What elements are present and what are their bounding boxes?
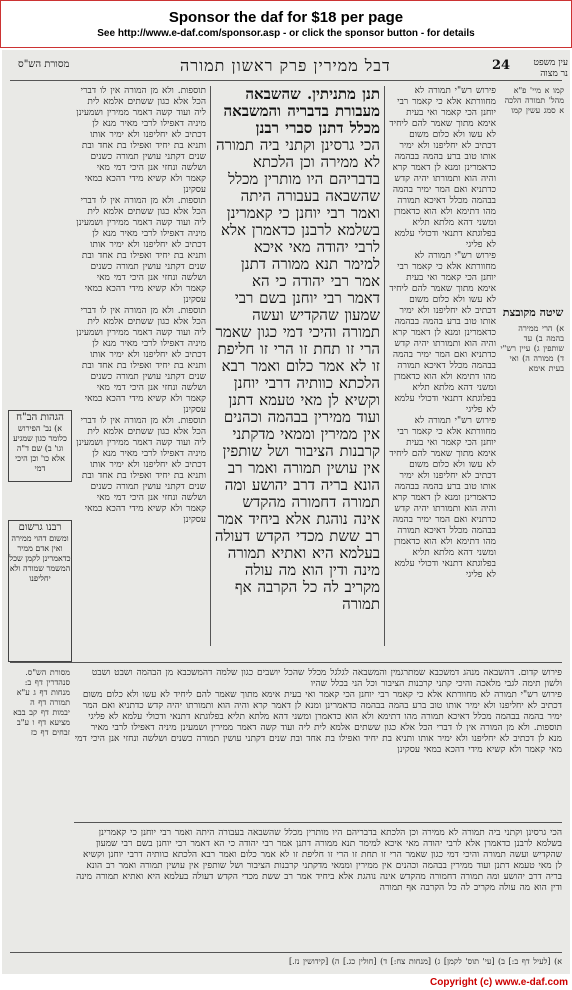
outer-commentary-left: [74, 86, 206, 654]
tosafot-text-cont-2: תוספות. ולא מן המורה אין לו דברי הכל אלא כגון ששתים אלמא לית ליה ועוד קשה דאמר ממירין ושמעינן מיניה דאפילו לרבי מאיר מנא לן דכתיב לא יחליפנו ולא ימיר אותו ותניא בת יחיד ואפילו בת אחד ובת שנים דקתני עושין תמורה כשנים ושלשה ונחזי אנן היכי דמי מאי קאמר ולא קשיא מידי דהכא במאי עסקינן: [76, 306, 206, 415]
ein-mishpat-note: [500, 86, 564, 266]
copyright-link[interactable]: Copyright (c) www.e-daf.com: [430, 977, 568, 988]
main-intro: תנן מתניתין. שהשבאה מעבורת בדבריה והמשבאה מכלל דתנן סברי רבנן: [223, 86, 380, 137]
sponsor-headline: Sponsor the daf for $18 per page: [168, 9, 404, 26]
main-left-rule: [210, 86, 211, 646]
rabbenu-gershom-title: רבנו גרשום: [18, 522, 62, 533]
bottom-rule: [10, 662, 562, 663]
bottom-rule-2: [74, 822, 562, 823]
outer-commentary-right: [388, 86, 496, 654]
main-body: הכי גרסינן וקתני ביה תמורה לא ממירה וכן הלכתא בדבריהם היו מותרין מכלל שהשבאה בעבורה היתה ואמר רבי יוחנן כי קאמרינן בשלמא לרבנן כדאמרן אלא לרבי יהודה מאי איכא למימר תנא ממורה דתנן אמר רבי יהודה כי הא דאמר רבי יוחנן בשם רבי שמעון שהקדיש ועשה תמורה והיכי דמי כגון שאמר הרי זו תחת זו הרי זו חליפת זו לא אמר כלום ואמר רבא הלכתא כוותיה דרבי יוחנן וקשיא לן מאי טעמא דתנן ועוד ממירין בבהמה וכהנים אין ממירין וממאי מדקתני קרבנות הציבור ושל שותפין אין עושין תמורה ואמר רב הונא בריה דרב יהושע ומה תמורה דחמורה מהקדש אינה נוהגת אלא ביחיד אמר רב ששת מכדי הקדש דעולה בעלמא היא ואתיא תמורה מינה ודין הוא מה עולה מקריב לה כל הקרבה אף תמורה: [214, 136, 380, 613]
sponsor-subline[interactable]: See http://www.e-daf.com/sponsor.asp - or click the sponsor button - for details: [97, 28, 475, 39]
page-header: [2, 56, 570, 78]
footer-rule: [10, 952, 562, 953]
rashi-text-cont-2: פירוש רש"י תמורה לא מחוורתא אלא כי קאמר רבי יוחנן הכי קאמר ואי בעית אימא מתוך שאמר להם ליחיד לא עשו ולא כלום משום דכתיב לא יחליפנו ולא ימיר אותו טוב ברע בהמה בבהמה כדאמרינן ומנא לן דאמר קרא והיה הוא ותמורתו יהיה קדש כדתניא ואם המר ימיר בהמה בבהמה מכלל דאיכא תמורה מהו דתימא ולא הוא כדאמרן ומשני דהא מלתא תליא בפלוגתא דתנאי ודכולי עלמא לא פליגי: [389, 416, 496, 580]
rabbenu-gershom-box: [8, 520, 72, 662]
ein-mishpat-text: קמו א מיי' פ"א מהל' תמורה הלכה א סמג עשין קמו: [504, 86, 564, 115]
bottom-block-c-text: הכי גרסינן וקתני ביה תמורה לא ממירה וכן הלכתא בדבריהם היו מותרין מכלל שהשבאה בעבורה היתה ואמר רבי יוחנן כי קאמרינן בשלמא לרבנן כדאמרן אלא לרבי יהודה מאי איכא למימר תנא ממורה דתנן אמר רבי יהודה כי הא דאמר רבי יוחנן בשם רבי שמעון שהקדיש ועשה תמורה והיכי דמי כגון שאמר הרי זו תחת זו הרי זו חליפת זו לא אמר כלום ואמר רבא הלכתא כוותיה דרבי יוחנן וקשיא לן מאי טעמא דתנן ועוד ממירין בבהמה וכהנים אין ממירין וממאי מדקתני קרבנות הציבור ושל שותפין אין עושין תמורה ואמר רב הונא בריה דרב יהושע ומה תמורה דחמורה מהקדש אינה נוהגת אלא ביחיד אמר רב ששת מכדי הקדש דעולה בעלמא היא ואתיא תמורה מינה ודין הוא מה עולה מקריב לה כל הקרבה אף תמורה: [76, 828, 562, 893]
page-title: דבל ממירין פרק ראשון תמורה: [180, 56, 391, 75]
rashi-text-cont: פירוש רש"י תמורה לא מחוורתא אלא כי קאמר רבי יוחנן הכי קאמר ואי בעית אימא מתוך שאמר להם ליחיד לא עשו ולא כלום משום דכתיב לא יחליפנו ולא ימיר אותו טוב ברע בהמה בבהמה כדאמרינן ומנא לן דאמר קרא והיה הוא ותמורתו יהיה קדש כדתניא ואם המר ימיר בהמה בבהמה מכלל דאיכא תמורה מהו דתימא ולא הוא כדאמרן ומשני דהא מלתא תליא בפלוגתא דתנאי ודכולי עלמא לא פליגי: [389, 251, 496, 415]
header-left-note: מסורת הש"ס: [18, 59, 70, 70]
bottom-block-a-text-2: פירוש רש"י תמורה לא מחוורתא אלא כי קאמר רבי יוחנן הכי קאמר ואי בעית אימא מתוך שאמר להם ליחיד לא עשו ולא כלום משום דכתיב לא יחליפנו ולא ימיר אותו טוב ברע בהמה בבהמה כדאמרינן ומנא לן דאמר קרא והיה הוא ותמורתו יהיה קדש כדתניא ואם המר ימיר בהמה בבהמה מכלל דאיכא תמורה מהו דתימא ולא הוא כדאמרן ומשני דהא מלתא תליא בפלוגתא דתנאי ודכולי עלמא לא פליגי: [82, 690, 562, 722]
hagahot-title: הגהות הב"ח: [16, 412, 64, 423]
tosafot-text-cont: תוספות. ולא מן המורה אין לו דברי הכל אלא כגון ששתים אלמא לית ליה ועוד קשה דאמר ממירין ושמעינן מיניה דאפילו לרבי מאיר מנא לן דכתיב לא יחליפנו ולא ימיר אותו ותניא בת יחיד ואפילו בת אחד ובת שנים דקתני עושין תמורה כשנים ושלשה ונחזי אנן היכי דמי מאי קאמר ולא קשיא מידי דהכא במאי עסקינן: [76, 196, 206, 305]
page-number: 24: [492, 58, 511, 73]
shita-mekubetzet-text: א) הרי ממירה בהמה ב) עד שותפין ג) עיין רש"י ד) ממורה ה) ואי בעית אימא: [500, 324, 564, 373]
rashi-text: פירוש רש"י תמורה לא מחוורתא אלא כי קאמר רבי יוחנן הכי קאמר ואי בעית אימא מתוך שאמר להם ליחיד לא עשו ולא כלום משום דכתיב לא יחליפנו ולא ימיר אותו טוב ברע בהמה בבהמה כדאמרינן ומנא לן דאמר קרא והיה הוא ותמורתו יהיה קדש כדתניא ואם המר ימיר בהמה בבהמה מכלל דאיכא תמורה מהו דתימא ולא הוא כדאמרן ומשני דהא מלתא תליא בפלוגתא דתנאי ודכולי עלמא לא פליגי: [389, 86, 496, 250]
bottom-block-b: [10, 668, 70, 958]
hagahot-box: [8, 410, 72, 482]
sponsor-banner[interactable]: [0, 0, 572, 48]
main-right-rule: [384, 86, 385, 646]
bottom-block-a: [74, 668, 562, 818]
tosafot-text-cont-3: תוספות. ולא מן המורה אין לו דברי הכל אלא כגון ששתים אלמא לית ליה ועוד קשה דאמר ממירין ושמעינן מיניה דאפילו לרבי מאיר מנא לן דכתיב לא יחליפנו ולא ימיר אותו ותניא בת יחיד ואפילו בת אחד ובת שנים דקתני עושין תמורה כשנים ושלשה ונחזי אנן היכי דמי מאי קאמר ולא קשיא מידי דהכא במאי עסקינן: [76, 416, 206, 525]
header-rule: [10, 80, 562, 81]
bottom-block-a-text-3: תוספות. ולא מן המורה אין לו דברי הכל אלא כגון ששתים אלמא לית ליה ועוד קשה דאמר ממירין ושמעינן מיניה דאפילו לרבי מאיר מנא לן דכתיב לא יחליפנו ולא ימיר אותו ותניא בת יחיד ואפילו בת אחד ובת שנים דקתני עושין תמורה כשנים ושלשה ונחזי אנן היכי דמי מאי קאמר ולא קשיא מידי דהכא במאי עסקינן: [74, 723, 562, 755]
main-gemara-text: [214, 86, 380, 646]
bottom-block-a-text: פירוש קדום. דהשבאה מנהג דמשכבא שמתרגמין והמשבאה לגלגל מכלל שהכל יושבים כגון שלמה דהמשכבא מן הבהמה ושבט ושבט ולשון תימה לגבי מלאכה והיכי קתני קרבנות הציבור וכל הני בכלל שהיו: [91, 668, 562, 689]
header-right-note: עין משפט נר מצוה: [533, 58, 568, 79]
hagahot-body: א) נב' הפירוש כלומר כגון שמגיע וגו' ב) שם ד"ה אלא כו' וכן היכי דמי: [13, 424, 67, 473]
footer-refs: [10, 956, 562, 970]
shita-mekubetzet-label: שיטה מקובצת: [502, 306, 564, 319]
rabbenu-gershom-body: ומשום דהוי ממירה ואין אדם ממיר כדאמרינן לקמן שכל המשמר שמורה ולא יחליפנו: [9, 534, 71, 583]
bottom-block-c: [74, 828, 562, 948]
footer-refs-text: א) [לעיל דף ב:] ב) [עי' תוס' לקמן] ג) [מנחות צח:] ד) [חולין כג.] ה) [קידושין נז.]: [288, 957, 562, 966]
tosafot-text: תוספות. ולא מן המורה אין לו דברי הכל אלא כגון ששתים אלמא לית ליה ועוד קשה דאמר ממירין ושמעינן מיניה דאפילו לרבי מאיר מנא לן דכתיב לא יחליפנו ולא ימיר אותו ותניא בת יחיד ואפילו בת אחד ובת שנים דקתני עושין תמורה כשנים ושלשה ונחזי אנן היכי דמי מאי קאמר ולא קשיא מידי דהכא במאי עסקינן: [76, 86, 206, 195]
talmud-page-scan: [2, 50, 570, 974]
shita-mekubetzet-body: [500, 324, 564, 654]
bottom-block-b-text: מסורת הש"ס. סנהדרין דף ב: מנחות דף ג ע"א תמורה דף ה יבמות דף קב בבא מציעא דף ו ע"ב זבחים דף כז: [13, 668, 70, 737]
